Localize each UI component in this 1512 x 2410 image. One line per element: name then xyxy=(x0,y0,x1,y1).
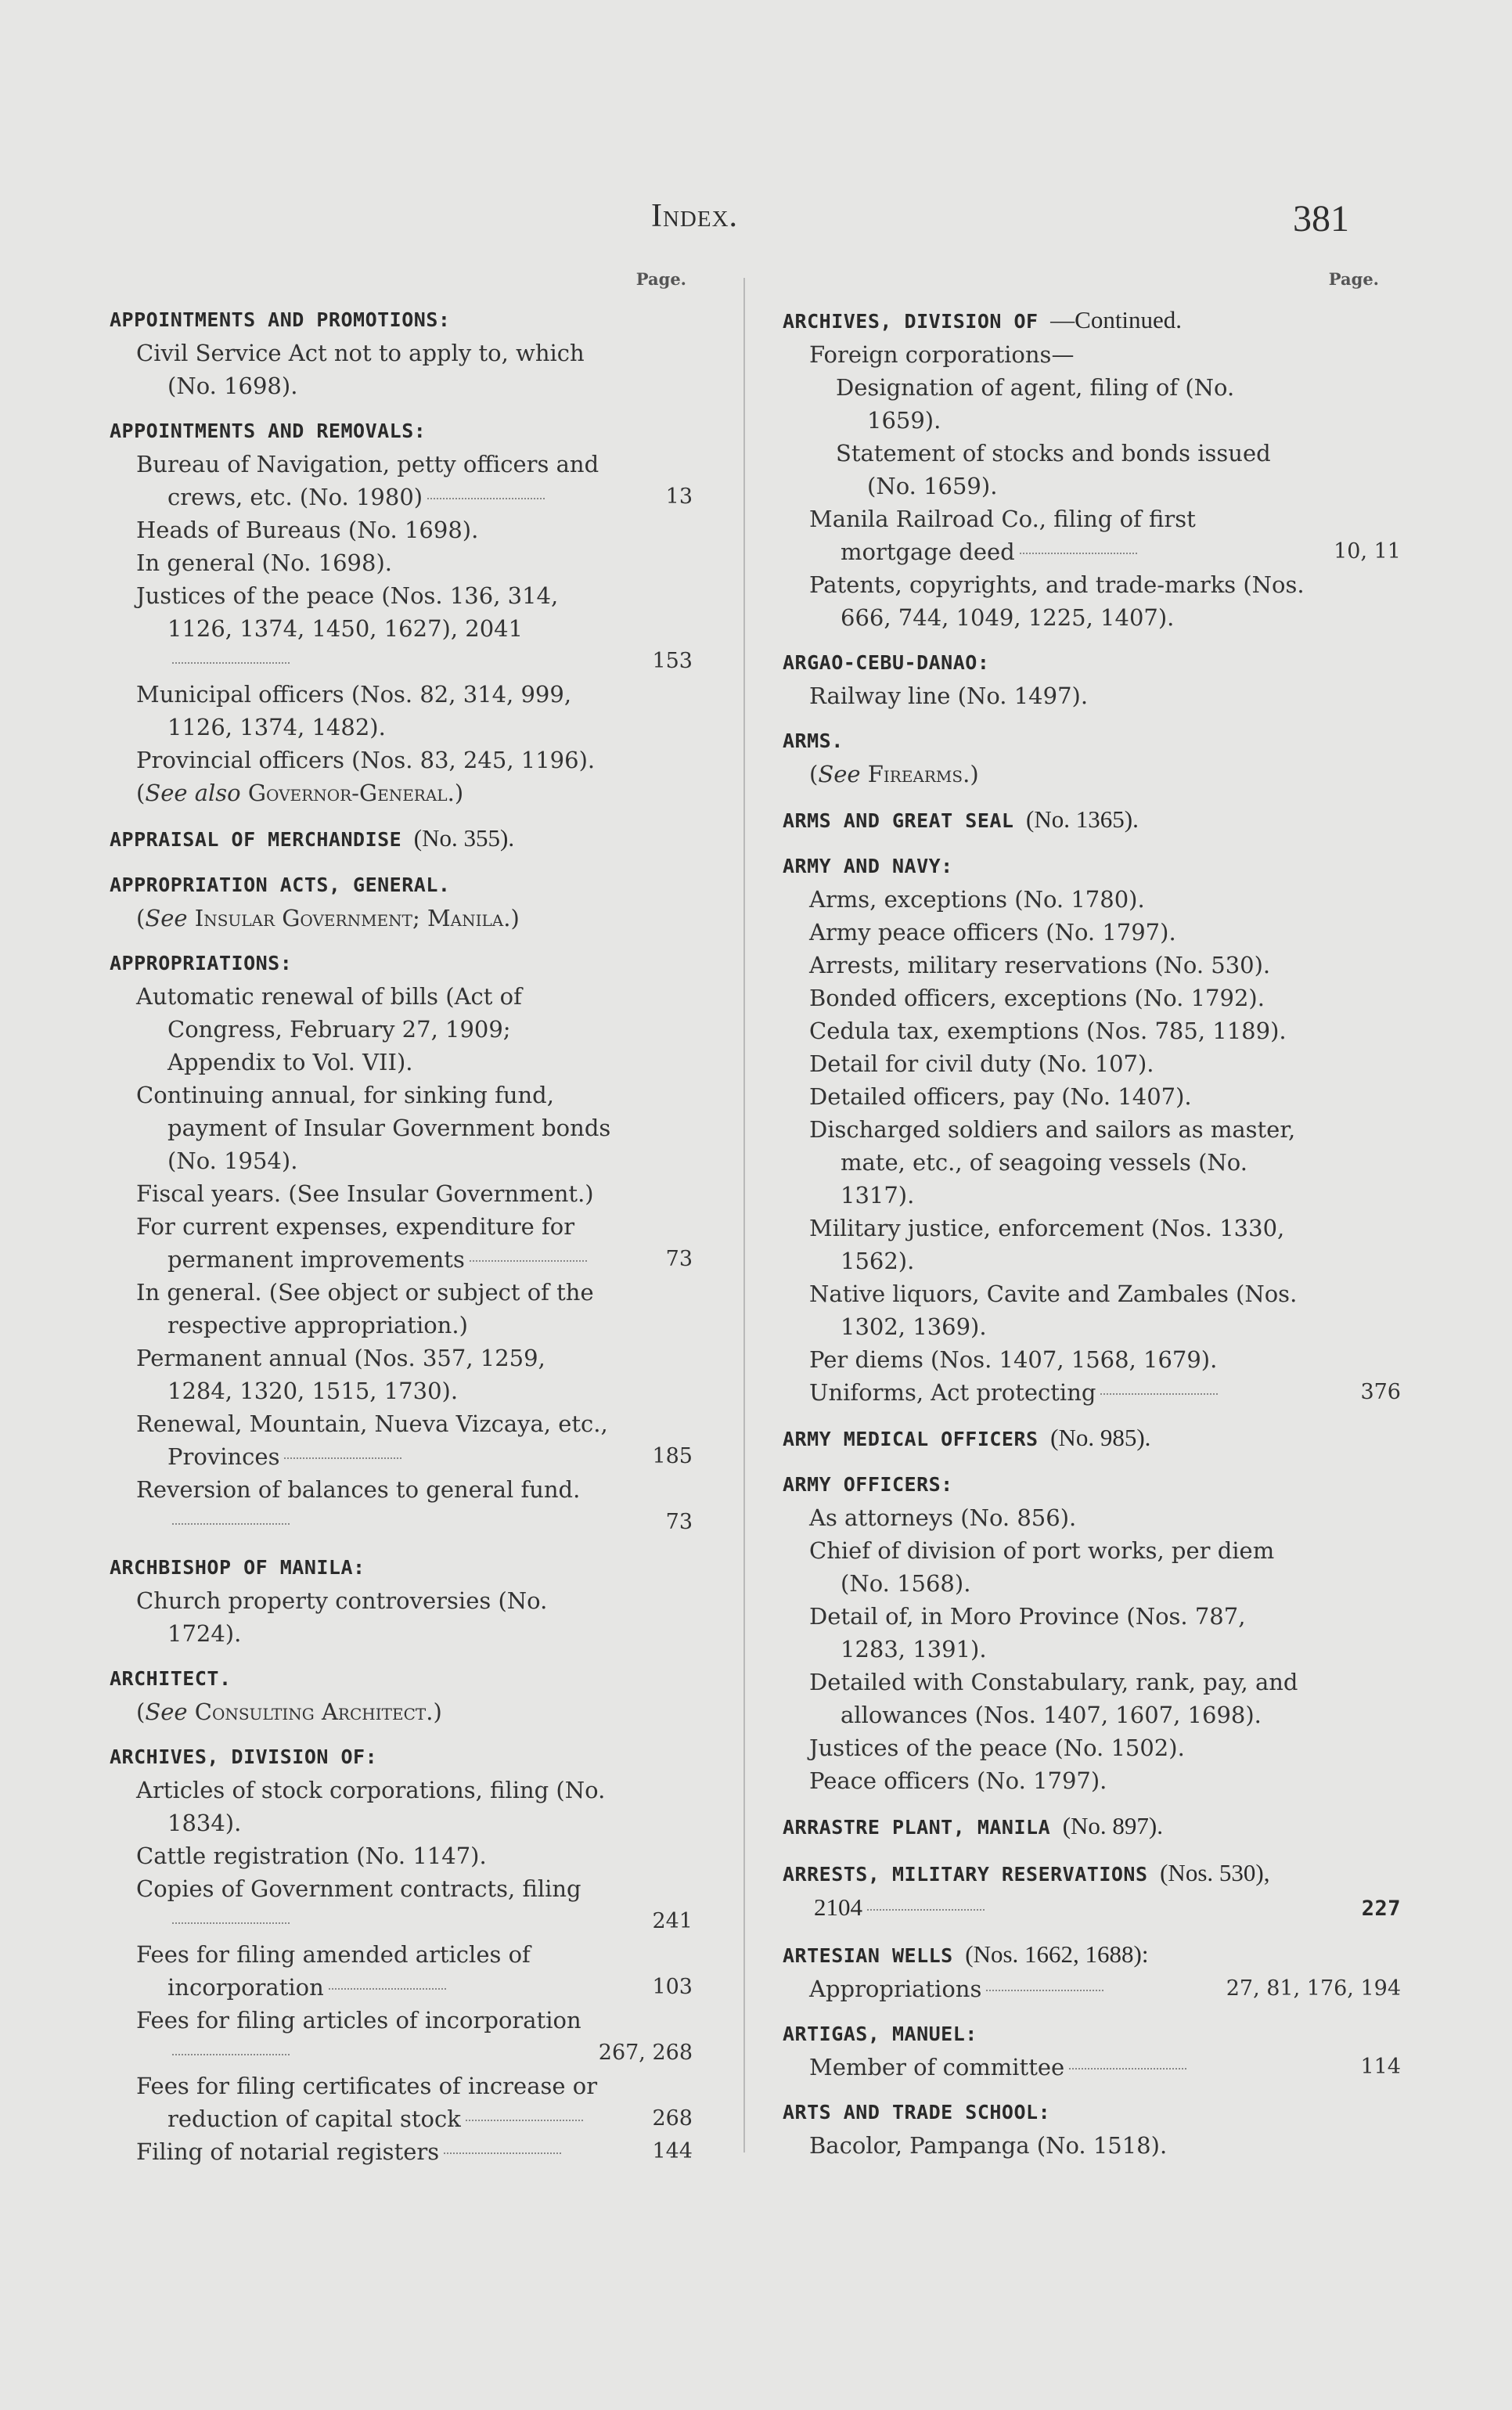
subentry xyxy=(110,678,708,744)
index-entry xyxy=(783,1468,1401,1797)
page-reference: 268 xyxy=(652,2106,693,2131)
subentry-text: Fees for filing certificates of increase or reduction of capital stock xyxy=(136,2073,598,2132)
page-reference: 227 xyxy=(1361,1897,1401,1921)
index-entry xyxy=(783,2096,1401,2162)
entry-heading-text: ARMS. xyxy=(783,729,844,752)
entry-heading-text: ARCHBISHOP OF MANILA: xyxy=(110,1556,365,1579)
entry-heading-text: ARRASTRE PLANT, MANILA xyxy=(783,1816,1051,1839)
entry-heading-text: ARMY MEDICAL OFFICERS xyxy=(783,1428,1039,1450)
index-entry xyxy=(783,1857,1401,1925)
subentry xyxy=(110,579,708,678)
subentry-text: Continuing annual, for sinking fund, payment of Insular Government bonds (No. 1954). xyxy=(136,1082,611,1174)
subentry-text: Detail for civil duty (No. 107). xyxy=(809,1050,1154,1077)
subentry-text: Designation of agent, filing of (No. 1659). xyxy=(836,374,1235,434)
see-reference: (See Firearms.) xyxy=(809,761,979,787)
subentry xyxy=(783,568,1401,634)
page-reference: 267, 268 xyxy=(598,2041,693,2065)
entry-heading-text: APPROPRIATION ACTS, GENERAL. xyxy=(110,874,451,896)
entry-heading xyxy=(110,947,708,980)
subentry-text: Civil Service Act not to apply to, which (No. 1698). xyxy=(136,340,585,399)
entry-heading xyxy=(110,1663,708,1695)
dot-leader xyxy=(172,662,290,664)
subentry xyxy=(783,916,1401,949)
subentry-text: Bureau of Navigation, petty officers and crews, etc. (No. 1980) xyxy=(136,451,599,510)
page-reference: 73 xyxy=(665,1510,693,1534)
subentry xyxy=(783,371,1401,437)
subentry xyxy=(110,1342,708,1407)
entry-heading-text: APPOINTMENTS AND REMOVALS: xyxy=(110,420,427,442)
subentry-text: Municipal officers (Nos. 82, 314, 999, 1126, 1374, 1482). xyxy=(136,681,572,740)
entry-heading xyxy=(783,850,1401,883)
subentry-text: Railway line (No. 1497). xyxy=(809,683,1089,709)
see-label: See xyxy=(818,761,861,787)
subentry xyxy=(783,679,1401,712)
index-entry xyxy=(110,947,708,1539)
subentry xyxy=(110,1177,708,1210)
see-target: Governor-General. xyxy=(247,780,455,806)
entry-heading-text: ARCHIVES, DIVISION OF: xyxy=(110,1745,378,1768)
page-reference: 114 xyxy=(1360,2055,1401,2079)
see-label: See also xyxy=(145,780,241,806)
subentry-text: Arrests, military reservations (No. 530). xyxy=(809,952,1271,978)
subentry-text: Copies of Government contracts, filing xyxy=(136,1875,581,1902)
subentry-text: Statement of stocks and bonds issued (No. 1659). xyxy=(836,440,1271,499)
subentry xyxy=(110,1473,708,1539)
subentry xyxy=(110,448,708,513)
subentry-text: Uniforms, Act protecting xyxy=(809,1379,1096,1406)
subentry-text: Justices of the peace (Nos. 136, 314, 1126, 1374, 1450, 1627), 2041 xyxy=(136,582,559,642)
subentry-text: Fees for filing articles of incorporation xyxy=(136,2007,581,2034)
see-label: See xyxy=(145,905,188,931)
subentry-text: Detail of, in Moro Province (Nos. 787, 1283, 1391). xyxy=(809,1603,1246,1663)
page-reference: 144 xyxy=(652,2139,693,2163)
subentry xyxy=(783,338,1401,371)
subentry-text: Provincial officers (Nos. 83, 245, 1196). xyxy=(136,747,596,773)
subentry-text: In general (No. 1698). xyxy=(136,549,392,576)
dot-leader xyxy=(172,1922,290,1924)
entry-heading-text: ARTS AND TRADE SCHOOL: xyxy=(783,2101,1051,2124)
subentry xyxy=(110,1938,708,2004)
subentry-text: Fiscal years. (See Insular Government.) xyxy=(136,1180,594,1207)
subentry-text: Articles of stock corporations, filing (No. 1834). xyxy=(136,1777,606,1836)
index-entry xyxy=(783,803,1401,838)
subentry xyxy=(110,2070,708,2135)
subentry-text: For current expenses, expenditure for permanent improvements xyxy=(136,1213,575,1273)
subentry xyxy=(783,1343,1401,1376)
entry-heading xyxy=(110,1551,708,1584)
subentry xyxy=(783,1534,1401,1600)
entry-heading-tail: (Nos. 530), 2104 xyxy=(814,1859,1270,1921)
index-entry xyxy=(783,2018,1401,2084)
subentry-text: Arms, exceptions (No. 1780). xyxy=(809,886,1145,913)
subentry-text: Renewal, Mountain, Nueva Vizcaya, etc., Provinces xyxy=(136,1410,608,1470)
entry-heading-tail: (No. 897). xyxy=(1062,1812,1163,1839)
see-reference: (See Consulting Architect.) xyxy=(136,1699,442,1725)
entry-heading-tail: (No. 355). xyxy=(413,824,515,852)
subentry xyxy=(783,437,1401,503)
index-column-right xyxy=(783,268,1401,2162)
entry-heading xyxy=(783,1810,1401,1844)
subentry-text: Per diems (Nos. 1407, 1568, 1679). xyxy=(809,1346,1218,1373)
subentry-text: Fees for filing amended articles of incorporation xyxy=(136,1941,531,2001)
subentry-text: Bonded officers, exceptions (No. 1792). xyxy=(809,985,1265,1011)
subentry-text: Peace officers (No. 1797). xyxy=(809,1767,1107,1794)
subentry-text: Cattle registration (No. 1147). xyxy=(136,1843,487,1869)
dot-leader xyxy=(466,2120,583,2121)
subentry xyxy=(110,1407,708,1473)
subentry xyxy=(783,883,1401,916)
index-entry xyxy=(110,304,708,402)
page-reference: 103 xyxy=(652,1975,693,1999)
subentry-text: As attorneys (No. 856). xyxy=(809,1504,1077,1531)
index-entry xyxy=(783,725,1401,791)
entry-heading xyxy=(783,803,1401,838)
subentry xyxy=(110,980,708,1079)
subentry xyxy=(110,1276,708,1342)
subentry-text: Reversion of balances to general fund. xyxy=(136,1476,581,1503)
subentry xyxy=(783,1972,1401,2005)
entry-heading-text: ARTESIAN WELLS xyxy=(783,1944,953,1967)
subentry xyxy=(783,1501,1401,1534)
subentry xyxy=(110,1584,708,1650)
see-reference: (See Insular Government; Manila.) xyxy=(136,905,520,931)
page-reference: 185 xyxy=(652,1444,693,1468)
see-target: Insular Government; Manila. xyxy=(194,905,511,931)
subentry-text: Cedula tax, exemptions (Nos. 785, 1189). xyxy=(809,1018,1287,1044)
subentry xyxy=(783,1600,1401,1666)
entry-heading-tail: (No. 1365). xyxy=(1026,805,1139,833)
entry-heading-tail: (Nos. 1662, 1688): xyxy=(965,1940,1149,1968)
subentry xyxy=(783,982,1401,1014)
subentry xyxy=(110,2135,708,2168)
entry-heading-tail: (No. 985). xyxy=(1050,1424,1151,1451)
subentry-text: Church property controversies (No. 1724). xyxy=(136,1587,548,1647)
subentry xyxy=(783,1212,1401,1277)
subentry xyxy=(783,949,1401,982)
index-entry xyxy=(783,647,1401,712)
entry-heading xyxy=(110,822,708,856)
index-entry xyxy=(110,1741,708,2168)
page-column-label: Page. xyxy=(635,269,686,289)
index-entry xyxy=(783,1938,1401,2005)
index-entry xyxy=(783,1421,1401,1456)
entry-heading-text: APPOINTMENTS AND PROMOTIONS: xyxy=(110,308,451,331)
subentry xyxy=(110,337,708,402)
subentry-text: Permanent annual (Nos. 357, 1259, 1284, 1320, 1515, 1730). xyxy=(136,1345,545,1404)
index-entry xyxy=(783,850,1401,1409)
page-header-title: Index. xyxy=(651,198,739,234)
subentry xyxy=(110,1839,708,1872)
entry-heading xyxy=(783,2018,1401,2051)
subentry xyxy=(110,1872,708,1938)
subentry xyxy=(783,1731,1401,1764)
subentry xyxy=(783,2051,1401,2084)
entry-heading xyxy=(783,304,1401,338)
subentry-text: Detailed officers, pay (No. 1407). xyxy=(809,1083,1192,1110)
subentry xyxy=(110,1210,708,1276)
dot-leader xyxy=(1100,1393,1218,1395)
dot-leader xyxy=(986,1990,1103,1991)
entry-heading xyxy=(783,1857,1401,1925)
subentry xyxy=(783,1376,1401,1409)
dot-leader xyxy=(1069,2068,1186,2070)
subentry-text: Foreign corporations— xyxy=(809,341,1075,368)
subentry xyxy=(110,2004,708,2070)
entry-heading-text: ARCHIVES, DIVISION OF xyxy=(783,310,1039,333)
see-target: Consulting Architect. xyxy=(194,1699,434,1725)
subentry-text: In general. (See object or subject of the respective appropriation.) xyxy=(136,1279,594,1338)
subentry-text: Military justice, enforcement (Nos. 1330, 1562). xyxy=(809,1215,1285,1274)
entry-heading xyxy=(783,1468,1401,1501)
entry-heading xyxy=(783,2096,1401,2129)
entry-heading xyxy=(110,304,708,337)
dot-leader xyxy=(867,1909,985,1911)
entry-heading-text: ARGAO-CEBU-DANAO: xyxy=(783,651,990,674)
dot-leader xyxy=(284,1457,401,1459)
subentry-text: Automatic renewal of bills (Act of Congress, February 27, 1909; Appendix to Vol. VII). xyxy=(136,983,522,1075)
subentry xyxy=(783,1666,1401,1731)
subentry-text: Filing of notarial registers xyxy=(136,2138,440,2165)
entry-heading-text: ARTIGAS, MANUEL: xyxy=(783,2023,977,2045)
page-header-number: 381 xyxy=(1293,198,1349,240)
subentry xyxy=(110,1079,708,1177)
subentry-text: Army peace officers (No. 1797). xyxy=(809,919,1176,946)
index-entry xyxy=(110,415,708,809)
index-entry xyxy=(110,822,708,856)
subentry-text: Chief of division of port works, per diem (No. 1568). xyxy=(809,1537,1275,1597)
page-reference: 153 xyxy=(652,649,693,673)
subentry xyxy=(783,2129,1401,2162)
subentry-text: Justices of the peace (No. 1502). xyxy=(809,1735,1185,1761)
subentry-text: Appropriations xyxy=(809,1976,982,2002)
subentry-text: Bacolor, Pampanga (No. 1518). xyxy=(809,2132,1168,2159)
entry-heading-tail: —Continued. xyxy=(1050,306,1183,333)
subentry xyxy=(783,1047,1401,1080)
entry-heading-text: ARMY AND NAVY: xyxy=(783,855,953,877)
index-entry xyxy=(110,1663,708,1728)
entry-heading-text: APPROPRIATIONS: xyxy=(110,952,293,974)
subentry xyxy=(783,1277,1401,1343)
page-reference: 241 xyxy=(652,1909,693,1933)
page-reference: 13 xyxy=(665,485,693,509)
entry-heading-text: ARMS AND GREAT SEAL xyxy=(783,809,1014,832)
index-entry xyxy=(110,1551,708,1650)
page-reference: 73 xyxy=(665,1247,693,1271)
entry-heading xyxy=(110,415,708,448)
subentry-text: Heads of Bureaus (No. 1698). xyxy=(136,517,479,543)
see-label: See xyxy=(145,1699,188,1725)
page-reference: 10, 11 xyxy=(1334,539,1401,564)
see-reference: (See also Governor-General.) xyxy=(136,780,464,806)
entry-heading xyxy=(783,725,1401,758)
subentry-text: Manila Railroad Co., filing of first mortgage deed xyxy=(809,506,1196,565)
index-column-left xyxy=(110,268,708,2168)
page-column-label: Page. xyxy=(1328,269,1379,289)
entry-heading-text: APPRAISAL OF MERCHANDISE xyxy=(110,828,402,851)
subentry xyxy=(783,1113,1401,1212)
subentry xyxy=(783,503,1401,568)
index-entry xyxy=(783,304,1401,634)
entry-heading xyxy=(110,869,708,902)
subentry-text: Native liquors, Cavite and Zambales (Nos. 1302, 1369). xyxy=(809,1281,1298,1340)
page-reference: 27, 81, 176, 194 xyxy=(1226,1976,1401,2001)
subentry xyxy=(783,1764,1401,1797)
column-divider xyxy=(743,278,745,2152)
page-reference: 376 xyxy=(1360,1380,1401,1404)
entry-heading-text: ARRESTS, MILITARY RESERVATIONS xyxy=(783,1863,1148,1886)
subentry-text: Detailed with Constabulary, rank, pay, and allowances (Nos. 1407, 1607, 1698). xyxy=(809,1669,1298,1728)
index-entry xyxy=(783,1810,1401,1844)
subentry-text: Discharged soldiers and sailors as master, mate, etc., of seagoing vessels (No. 1317). xyxy=(809,1116,1296,1209)
index-entry xyxy=(110,869,708,935)
dot-leader xyxy=(1020,553,1137,554)
dot-leader xyxy=(329,1988,446,1990)
dot-leader xyxy=(172,2054,290,2055)
dot-leader xyxy=(172,1523,290,1525)
entry-heading xyxy=(783,1421,1401,1456)
subentry xyxy=(110,513,708,546)
entry-heading-text: ARCHITECT. xyxy=(110,1667,232,1690)
dot-leader xyxy=(427,498,545,499)
entry-heading xyxy=(110,1741,708,1774)
subentry-text: Patents, copyrights, and trade-marks (Nos. 666, 744, 1049, 1225, 1407). xyxy=(809,571,1305,631)
see-target: Firearms. xyxy=(867,761,970,787)
subentry xyxy=(110,1774,708,1839)
subentry xyxy=(783,1080,1401,1113)
entry-heading-text: ARMY OFFICERS: xyxy=(783,1473,953,1496)
dot-leader xyxy=(444,2152,561,2154)
subentry-text: Member of committee xyxy=(809,2054,1065,2080)
dot-leader xyxy=(470,1260,587,1262)
entry-heading xyxy=(783,647,1401,679)
entry-heading xyxy=(783,1938,1401,1972)
subentry xyxy=(783,1014,1401,1047)
subentry xyxy=(110,744,708,776)
subentry xyxy=(110,546,708,579)
